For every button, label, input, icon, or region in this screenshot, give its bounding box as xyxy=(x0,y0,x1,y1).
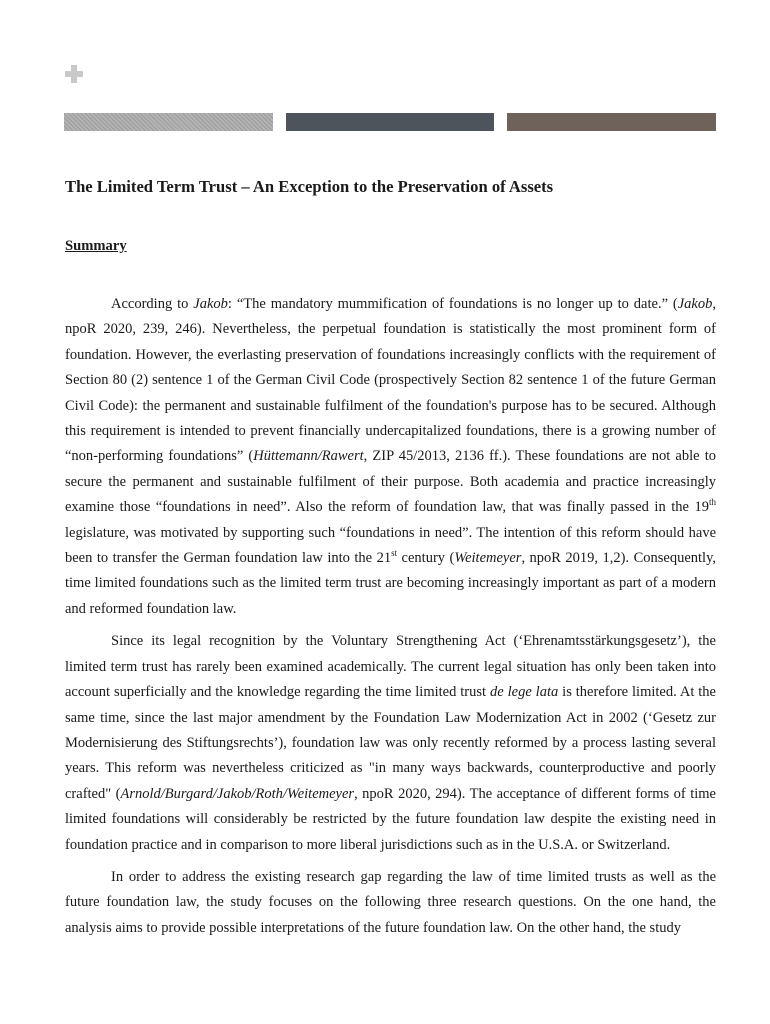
superscript: th xyxy=(708,497,716,508)
italic-citation: de lege lata xyxy=(490,684,559,701)
text-run: legislature, was motivated by supporting such “foundations in need”. The intention of this reform should have been to transfer the German foundation law into the 21 xyxy=(65,524,716,567)
text-run: : “The mandatory mummification of foundations is no longer up to date.” ( xyxy=(227,296,678,312)
header-bar-brown xyxy=(507,113,716,131)
text-run: , npoR 2019, 1,2). Consequently, time limited foundations such as the limited term trust are becoming increasingly important as part of a modern and reformed foundation law. xyxy=(65,550,716,617)
text-run: Since its legal recognition by the Voluntary Strengthening Act (‘Ehrenamtsstärkungsgesetz’), the limited term trust has rarely been examined academically. The current legal situation has only been taken into account superficially and the knowledge regarding the time limited trust xyxy=(65,633,716,701)
italic-citation: Weitemeyer xyxy=(454,550,522,567)
text-run: , ZIP 45/2013, 2136 ff.). These foundations are not able to secure the permanent and sustainable fulfilment of their purpose. Both academia and practice increasingly examine those “foundations in need”. Also the reform of foundation law, that was finally passed in the 19 xyxy=(65,448,716,516)
paragraph xyxy=(65,629,716,858)
text-run: , npoR 2020, 239, 246). Nevertheless, the perpetual foundation is statistically the most prominent form of foundation. However, the everlasting preservation of foundations increasingly conflicts with the requirement of Section 80 (2) sentence 1 of the German Civil Code (prospectively Section 82 sentence 1 of the future German Civil Code): the permanent and sustainable fulfilment of the foundation's purpose has to be secured. Although this requirement is intended to prevent financially undercapitalized foundations, there is a growing number of “non-performing foundations” ( xyxy=(65,296,716,465)
text-run: century ( xyxy=(397,550,455,567)
text-run: is therefore limited. At the same time, since the last major amendment by the Foundation Law Modernization Act in 2002 (‘Gesetz zur Modernisierung des Stiftungsrechts’), foundation law was only recently reformed by a process lasting several years. This reform was nevertheless criticized as "in many ways backwards, counterproductive and poorly crafted" ( xyxy=(65,684,716,802)
header-bar-slate xyxy=(286,113,494,131)
italic-citation: Jakob xyxy=(677,296,713,312)
header-bar-grey xyxy=(64,113,273,131)
paragraph xyxy=(65,865,716,941)
text-run: In order to address the existing research gap regarding the law of time limited trusts as well as the future foundation law, the study focuses on the following three research questions. On the one hand, the analysis aims to provide possible interpretations of the future foundation law. On the other hand, the study xyxy=(65,868,716,936)
italic-citation: Hüttemann/Rawert xyxy=(253,448,364,465)
plus-icon xyxy=(64,64,84,84)
text-run: According to xyxy=(111,296,194,312)
superscript: st xyxy=(391,548,398,559)
body-text xyxy=(65,292,716,948)
italic-citation: Jakob xyxy=(193,296,228,312)
text-run: , npoR 2020, 294). The acceptance of different forms of time limited foundations will considerably be restricted by the future foundation law despite the existing need in foundation practice and in comparison to more liberal jurisdictions such as in the U.S.A. or Switzerland. xyxy=(65,785,716,853)
paragraph xyxy=(65,292,716,622)
document-title: The Limited Term Trust – An Exception to the Preservation of Assets xyxy=(65,177,554,196)
italic-citation: Arnold/Burgard/Jakob/Roth/Weitemeyer xyxy=(120,785,355,802)
summary-heading: Summary xyxy=(65,238,127,254)
